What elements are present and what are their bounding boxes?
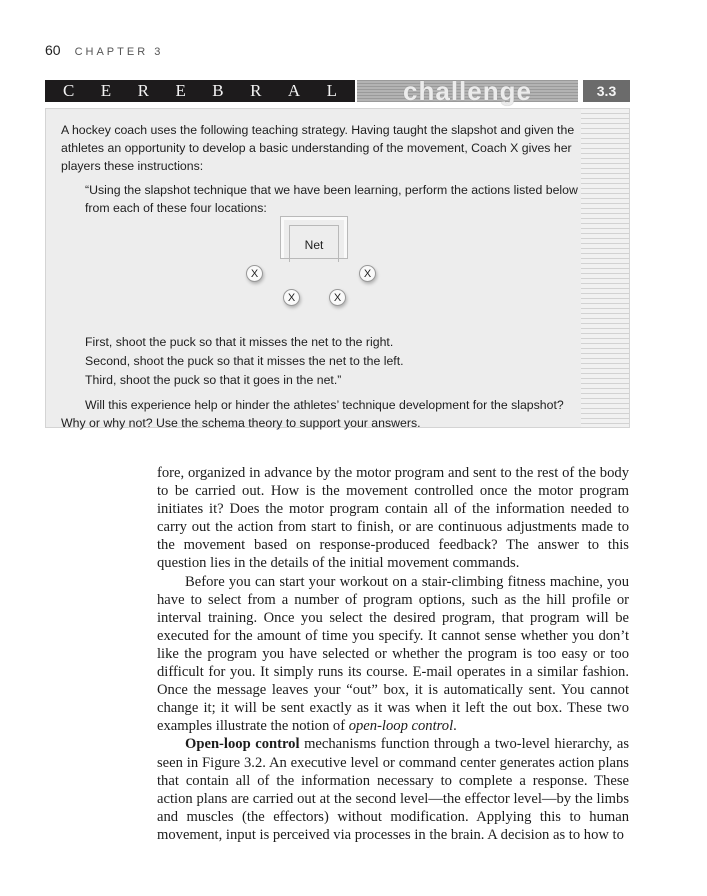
page-number: 60 bbox=[45, 42, 61, 58]
decorative-stripes bbox=[581, 109, 629, 427]
open-loop-heading-term: Open-loop control bbox=[185, 736, 300, 753]
cerebral-title bbox=[45, 80, 355, 102]
banner-letter: B bbox=[212, 81, 224, 100]
paragraph-3-text: mechanisms function through a two-level hierarchy, as seen in Figure 3.2. An executive level or command center generates action plans that contain all of the information necessary to complete a response. These action plans are carried out at the second level—the effector level—by the limbs and muscles (the effectors) without modification. Applying this to human movement, input is perceived via processes in the brain. A decision as to how to bbox=[157, 736, 629, 843]
challenge-box bbox=[45, 108, 630, 428]
page-header bbox=[45, 42, 163, 62]
player-marker-left: X bbox=[246, 265, 263, 282]
player-marker-center-right: X bbox=[329, 289, 346, 306]
banner-letter: C bbox=[63, 81, 75, 100]
banner-letter: L bbox=[326, 81, 337, 100]
paragraph-2-end: . bbox=[453, 718, 457, 735]
banner-letter: A bbox=[287, 81, 301, 100]
challenge-question: Will this experience help or hinder the athletes’ technique development for the slapshot? Why or why not? Use the schema theory to support your answers. bbox=[61, 398, 564, 430]
diagram-spacer bbox=[61, 217, 581, 333]
instruction-2: Second, shoot the puck so that it misses the net to the left. bbox=[85, 354, 404, 368]
net-label: Net bbox=[304, 238, 324, 252]
banner-letter: E bbox=[100, 81, 112, 100]
paragraph-3 bbox=[157, 735, 629, 844]
challenge-intro: A hockey coach uses the following teaching strategy. Having taught the slapshot and given the athletes an opportunity to develop a basic understanding of the movement, Coach X gives her players these instructions: bbox=[61, 123, 575, 173]
body-text bbox=[157, 464, 629, 844]
instruction-1: First, shoot the puck so that it misses the net to the right. bbox=[85, 335, 394, 349]
challenge-text bbox=[61, 121, 581, 432]
banner-letter: R bbox=[250, 81, 262, 100]
quote-intro: “Using the slapshot technique that we have been learning, perform the actions listed below from each of these four locations: bbox=[85, 183, 578, 215]
banner-letter: R bbox=[137, 81, 149, 100]
cerebral-challenge-banner bbox=[45, 76, 630, 106]
player-marker-center-left: X bbox=[283, 289, 300, 306]
player-marker-right: X bbox=[359, 265, 376, 282]
paragraph-1: fore, organized in advance by the motor program and sent to the rest of the body to be carried out. How is the movement controlled once the motor program initiates it? Does the motor program contain all of the information needed to carry out the action from start to finish, or are continuous adjustments made to the movement based on response-produced feedback? The answer to this question lies in the details of the initial movement commands. bbox=[157, 465, 629, 572]
banner-letter: E bbox=[175, 81, 186, 100]
paragraph-2 bbox=[157, 573, 629, 736]
challenge-title: challenge bbox=[357, 80, 578, 102]
open-loop-term: open-loop control bbox=[348, 718, 454, 735]
instruction-3: Third, shoot the puck so that it goes in the net.” bbox=[85, 373, 342, 387]
chapter-label: CHAPTER 3 bbox=[74, 46, 164, 58]
paragraph-2-text: Before you can start your workout on a stair-climbing fitness machine, you have to select from a number of program options, such as the hill profile or interval training. Once you select the desired program, that program will be executed for the amount of time you specify. It cannot sense whether you don’t like the program you have selected or whether the program is too easy or too difficult for you. It simply runs its course. E-mail operates in a similar fashion. Once the message leaves your “out” box, it is automatically sent. You cannot change it; it will be sent exactly as it was when it left the out box. These two examples illustrate the notion of bbox=[157, 573, 629, 735]
challenge-number: 3.3 bbox=[583, 80, 630, 102]
